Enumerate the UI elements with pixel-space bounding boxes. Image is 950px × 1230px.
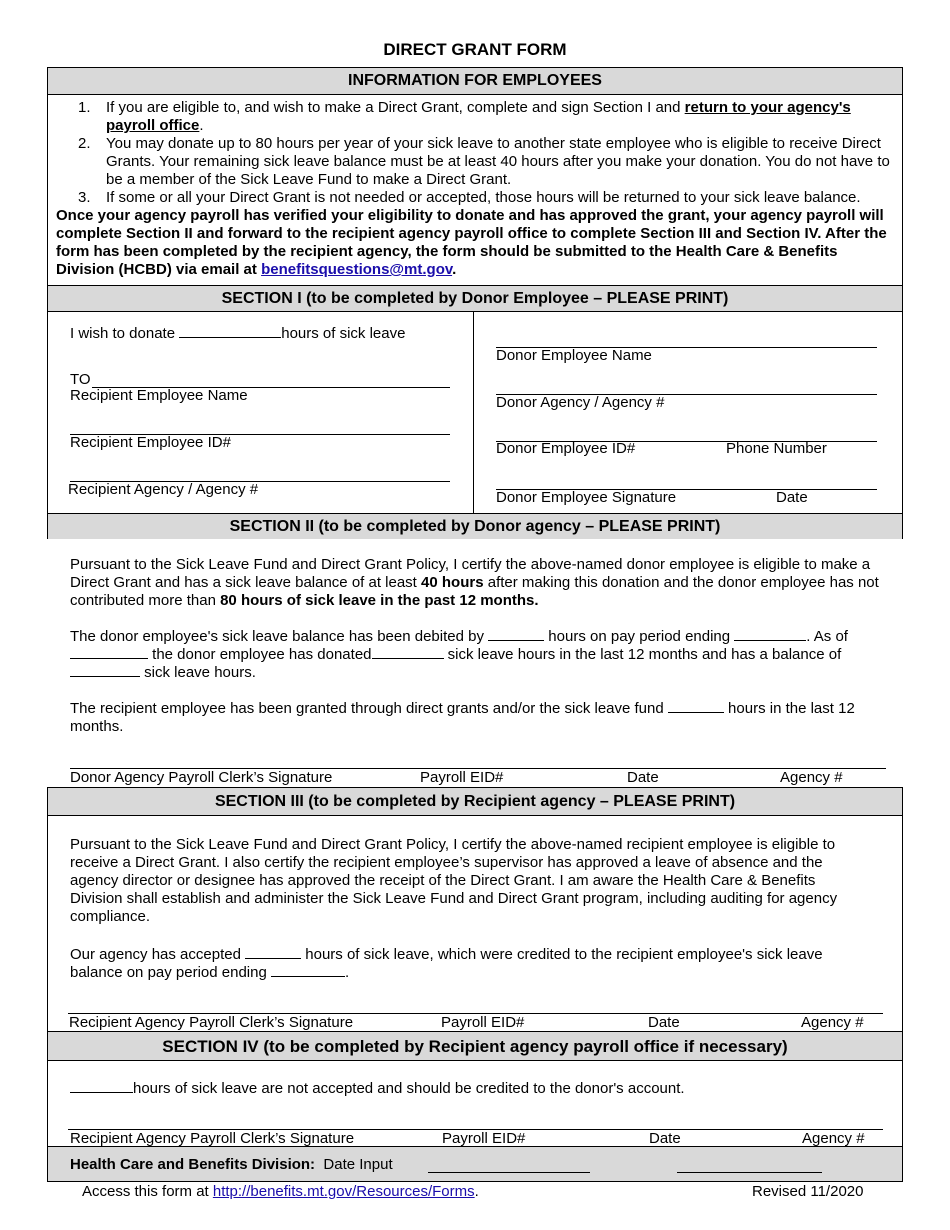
donated-hours-field[interactable] bbox=[372, 658, 444, 659]
date-input-label: Date Input bbox=[323, 1156, 393, 1173]
donor-signature-label: Donor Employee Signature bbox=[496, 489, 677, 506]
pay-period-ending-field[interactable] bbox=[734, 640, 806, 641]
section3-sig-label: Recipient Agency Payroll Clerk’s Signature bbox=[69, 1014, 354, 1031]
section4-signature-line[interactable] bbox=[68, 1113, 883, 1130]
recipient-name-field[interactable] bbox=[92, 370, 450, 388]
to-label: TO bbox=[70, 371, 91, 388]
granted-hours-field[interactable] bbox=[668, 712, 724, 713]
donate-line: I wish to donate hours of sick leave bbox=[70, 325, 406, 342]
info-section bbox=[47, 67, 903, 285]
section4-agency-label: Agency # bbox=[802, 1130, 865, 1147]
hcbd-row bbox=[70, 1156, 393, 1173]
donor-date-label: Date bbox=[776, 489, 808, 506]
debited-hours-field[interactable] bbox=[488, 640, 544, 641]
donor-signature-field[interactable] bbox=[496, 472, 877, 490]
section2-agency-label: Agency # bbox=[780, 769, 843, 786]
section2-sig-label: Donor Agency Payroll Clerk’s Signature bbox=[70, 769, 333, 786]
section2-date-label: Date bbox=[627, 769, 659, 786]
hcbd-date-field[interactable] bbox=[428, 1156, 590, 1173]
section3-paragraph-2: Our agency has accepted hours of sick leave, which were credited to the recipient employee's sick leave balance on pay period ending . bbox=[70, 946, 823, 981]
donate-hours-field[interactable] bbox=[179, 337, 281, 338]
info-bold-paragraph: Once your agency payroll has verified your eligibility to donate and has approved the grant, your agency payroll will complete Section II and forward to the recipient agency payroll office to complete Section III and Section IV. After the form has been completed by the recipient agency, the form should be submitted to the Health Care & Benefits Division (HCBD) via email at benefitsquestions@mt.gov. bbox=[56, 207, 887, 278]
section3-heading: SECTION III (to be completed by Recipient agency – PLEASE PRINT) bbox=[48, 787, 902, 816]
not-accepted-hours-field[interactable] bbox=[70, 1092, 133, 1093]
email-link[interactable]: benefitsquestions@mt.gov bbox=[261, 261, 453, 278]
section2-eid-label: Payroll EID# bbox=[420, 769, 504, 786]
hcbd-label: Health Care and Benefits Division: bbox=[70, 1156, 316, 1173]
section3-date-label: Date bbox=[648, 1014, 680, 1031]
accepted-hours-field[interactable] bbox=[245, 958, 301, 959]
section4-date-label: Date bbox=[649, 1130, 681, 1147]
info-item-2: 2. You may donate up to 80 hours per year of your sick leave to another state employee who is eligible to receive Direct Grants. Your remaining sick leave balance must be at least 40 hours after you make your donation. You do not have to be a member of the Sick Leave Fund to make a Direct Grant. bbox=[78, 135, 890, 188]
footer-access: Access this form at http://benefits.mt.gov/Resources/Forms. bbox=[82, 1183, 479, 1200]
donor-agency-field[interactable] bbox=[496, 377, 877, 395]
info-list bbox=[56, 99, 892, 207]
donor-agency-label: Donor Agency / Agency # bbox=[496, 394, 665, 411]
forms-link[interactable]: http://benefits.mt.gov/Resources/Forms bbox=[212, 1183, 475, 1200]
section2-heading: SECTION II (to be completed by Donor agency – PLEASE PRINT) bbox=[47, 513, 903, 539]
info-item-1: 1. If you are eligible to, and wish to make a Direct Grant, complete and sign Section I and return to your agency's payroll office. bbox=[78, 99, 851, 134]
donor-name-label: Donor Employee Name bbox=[496, 347, 652, 364]
section2-signature-line[interactable] bbox=[70, 752, 886, 769]
section3-agency-label: Agency # bbox=[801, 1014, 864, 1031]
hcbd-initials-field[interactable] bbox=[677, 1156, 822, 1173]
recipient-agency-field[interactable] bbox=[70, 465, 450, 482]
recipient-pay-period-field[interactable] bbox=[271, 976, 345, 977]
donor-id-label: Donor Employee ID# bbox=[496, 440, 636, 457]
section1-divider bbox=[473, 312, 474, 514]
section2-paragraph-1: Pursuant to the Sick Leave Fund and Direct Grant Policy, I certify the above-named donor employee is eligible to make a Direct Grant and has a sick leave balance of at least 40 hours after making this donation and the donor employee has not contributed more than 80 hours of sick leave in the past 12 months. bbox=[70, 556, 879, 609]
recipient-id-label: Recipient Employee ID# bbox=[70, 434, 231, 451]
section3-eid-label: Payroll EID# bbox=[441, 1014, 525, 1031]
section2-paragraph-2: The donor employee's sick leave balance has been debited by hours on pay period ending . As of the donor employee has donated sick leave hours in the last 12 months and has a balance of sick leave hours. bbox=[70, 628, 848, 681]
recipient-agency-label: Recipient Agency / Agency # bbox=[68, 481, 259, 498]
as-of-date-field[interactable] bbox=[70, 658, 148, 659]
info-item-3: 3. If some or all your Direct Grant is not needed or accepted, those hours will be returned to your sick leave balance. bbox=[78, 189, 861, 206]
section3-paragraph-1: Pursuant to the Sick Leave Fund and Direct Grant Policy, I certify the above-named recipient employee is eligible to receive a Direct Grant. I also certify the recipient employee’s supervisor has approved a leave of absence and the agency director or designee has approved the receipt of the Direct Grant. I am aware the Health Care & Benefits Division shall establish and administer the Sick Leave Fund and Direct Grant program, including auditing for agency compliance. bbox=[70, 836, 838, 925]
donor-name-field[interactable] bbox=[496, 330, 877, 348]
section1-heading: SECTION I (to be completed by Donor Employee – PLEASE PRINT) bbox=[48, 285, 902, 312]
recipient-id-field[interactable] bbox=[70, 418, 450, 435]
info-heading: INFORMATION FOR EMPLOYEES bbox=[48, 68, 902, 95]
section4-eid-label: Payroll EID# bbox=[442, 1130, 526, 1147]
section4-heading: SECTION IV (to be completed by Recipient agency payroll office if necessary) bbox=[48, 1031, 902, 1061]
revised-date: Revised 11/2020 bbox=[752, 1183, 864, 1200]
form-title: DIRECT GRANT FORM bbox=[383, 40, 567, 59]
section4-line: hours of sick leave are not accepted and should be credited to the donor's account. bbox=[70, 1080, 685, 1097]
balance-hours-field[interactable] bbox=[70, 676, 140, 677]
section4-sig-label: Recipient Agency Payroll Clerk’s Signature bbox=[70, 1130, 355, 1147]
phone-label: Phone Number bbox=[726, 440, 827, 457]
section3-signature-line[interactable] bbox=[68, 997, 883, 1014]
recipient-name-label: Recipient Employee Name bbox=[70, 387, 248, 404]
section2-paragraph-3: The recipient employee has been granted through direct grants and/or the sick leave fund hours in the last 12 months. bbox=[70, 700, 855, 735]
